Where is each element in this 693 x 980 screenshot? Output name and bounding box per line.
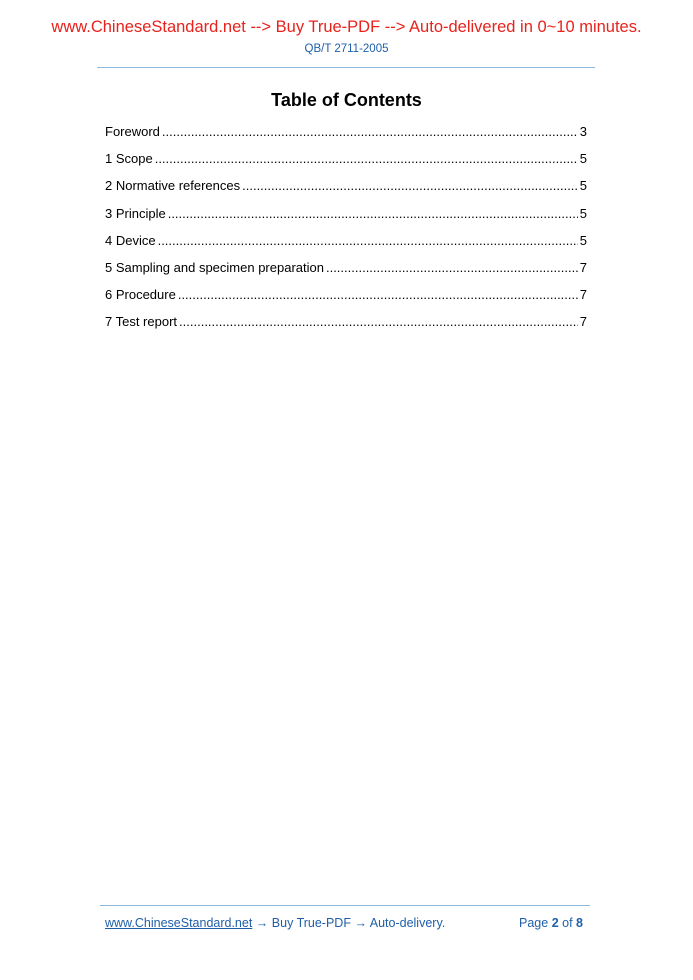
page-word: Page [519,916,549,930]
table-of-contents [105,121,587,339]
toc-entry-label: 5 Sampling and specimen preparation [105,259,324,275]
page-indicator [519,916,583,930]
toc-dot-leader [179,311,578,333]
page-total: 8 [576,916,583,930]
toc-entry-foreword[interactable] [105,121,587,148]
toc-entry-normative-references[interactable] [105,175,587,202]
footer-buy-text: Buy True-PDF [271,916,351,930]
page-footer [105,916,583,930]
toc-entry-page: 5 [579,151,587,167]
toc-entry-sampling[interactable] [105,257,587,284]
footer-promo [105,916,445,930]
toc-entry-label: 7 Test report [105,314,178,330]
toc-entry-label: 3 Principle [105,205,166,221]
toc-dot-leader [168,203,578,225]
promo-banner[interactable]: www.ChineseStandard.net --> Buy True-PDF --> Auto-delivered in 0~10 minutes. [51,18,642,36]
toc-entry-procedure[interactable] [105,284,587,311]
toc-dot-leader [162,121,578,143]
toc-entry-label: Foreword [105,124,160,139]
toc-entry-page: 3 [579,124,587,139]
arrow-right-icon: → [255,916,269,930]
toc-title: Table of Contents [271,90,422,110]
toc-dot-leader [178,284,578,306]
toc-entry-page: 5 [579,205,587,221]
toc-entry-device[interactable] [105,230,587,257]
page-current: 2 [551,916,559,930]
toc-dot-leader [242,175,578,197]
footer-site-link[interactable]: www.ChineseStandard.net [105,916,253,930]
toc-entry-page: 7 [579,259,587,275]
toc-entry-principle[interactable] [105,203,587,230]
toc-entry-scope[interactable] [105,148,587,175]
toc-entry-page: 7 [579,314,587,330]
toc-entry-label: 4 Device [105,232,156,248]
toc-entry-label: 6 Procedure [105,287,176,303]
toc-entry-page: 7 [579,287,587,303]
toc-dot-leader [158,230,578,252]
toc-dot-leader [155,148,578,170]
document-code: QB/T 2711-2005 [304,43,389,55]
toc-entry-page: 5 [579,232,587,248]
arrow-right-icon: → [354,916,367,930]
toc-entry-label: 1 Scope [105,151,153,167]
page-of: of [562,916,573,930]
toc-entry-label: 2 Normative references [105,178,241,194]
footer-divider [100,905,590,906]
toc-dot-leader [326,257,578,279]
toc-entry-test-report[interactable] [105,311,587,338]
footer-delivery-text: Auto-delivery. [369,916,446,930]
toc-entry-page: 5 [579,178,587,194]
header-divider [97,67,595,68]
